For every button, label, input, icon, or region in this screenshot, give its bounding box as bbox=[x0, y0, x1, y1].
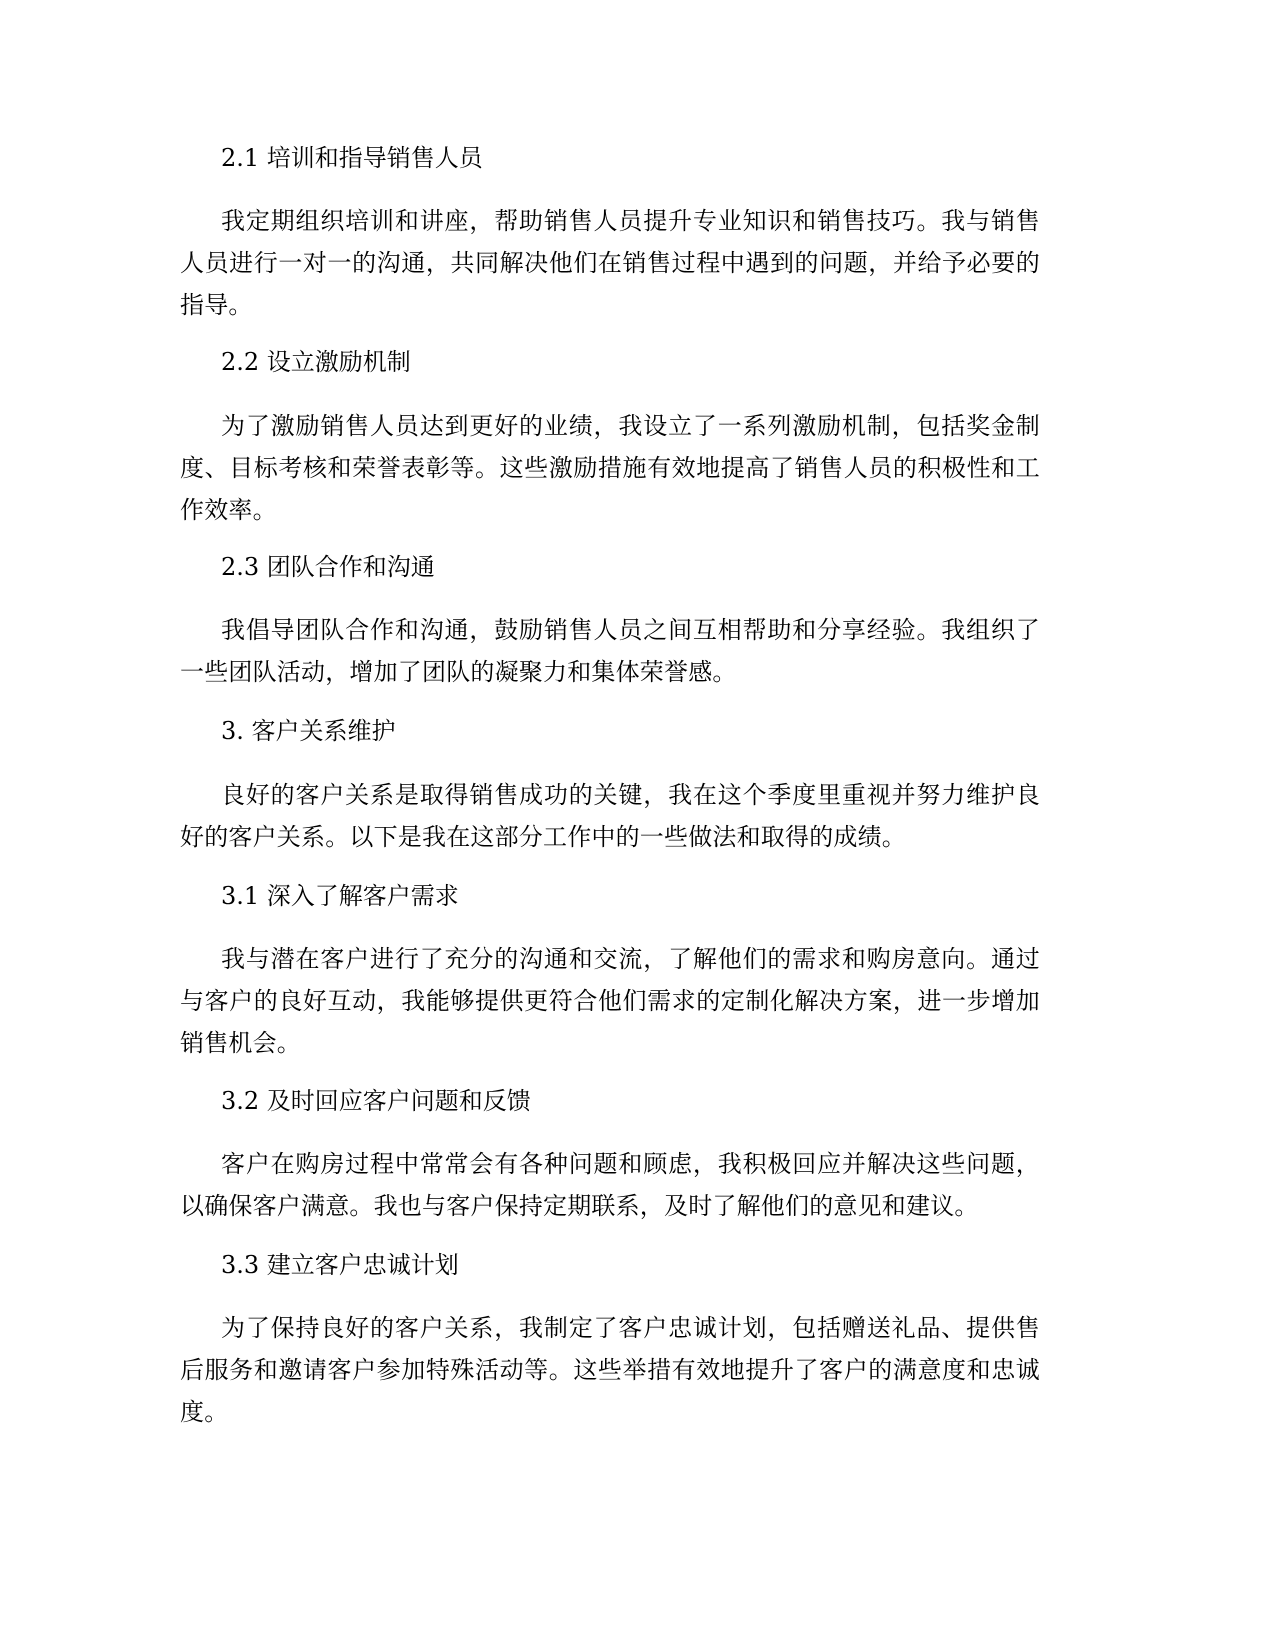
section-heading-3-1: 3.1 深入了解客户需求 bbox=[221, 882, 459, 910]
section-heading-2-3: 2.3 团队合作和沟通 bbox=[221, 553, 435, 581]
section-heading-3-3: 3.3 建立客户忠诚计划 bbox=[221, 1251, 459, 1279]
section-body-3-3: 为了保持良好的客户关系，我制定了客户忠诚计划，包括赠送礼品、提供售后服务和邀请客户参加特殊活动等。这些举措有效地提升了客户的满意度和忠诚度。 bbox=[180, 1314, 1040, 1426]
section-body-2-2: 为了激励销售人员达到更好的业绩，我设立了一系列激励机制，包括奖金制度、目标考核和荣誉表彰等。这些激励措施有效地提高了销售人员的积极性和工作效率。 bbox=[180, 412, 1040, 524]
section-heading-3-2: 3.2 及时回应客户问题和反馈 bbox=[221, 1087, 531, 1115]
section-body-3-1: 我与潜在客户进行了充分的沟通和交流，了解他们的需求和购房意向。通过与客户的良好互动，我能够提供更符合他们需求的定制化解决方案，进一步增加销售机会。 bbox=[180, 945, 1040, 1057]
section-heading-3: 3. 客户关系维护 bbox=[221, 717, 396, 745]
section-heading-2-2: 2.2 设立激励机制 bbox=[221, 348, 411, 376]
section-body-2-3: 我倡导团队合作和沟通，鼓励销售人员之间互相帮助和分享经验。我组织了一些团队活动，增加了团队的凝聚力和集体荣誉感。 bbox=[180, 616, 1040, 686]
section-body-3: 良好的客户关系是取得销售成功的关键，我在这个季度里重视并努力维护良好的客户关系。以下是我在这部分工作中的一些做法和取得的成绩。 bbox=[180, 781, 1040, 851]
section-body-2-1: 我定期组织培训和讲座，帮助销售人员提升专业知识和销售技巧。我与销售人员进行一对一的沟通，共同解决他们在销售过程中遇到的问题，并给予必要的指导。 bbox=[180, 207, 1040, 319]
section-body-3-2: 客户在购房过程中常常会有各种问题和顾虑，我积极回应并解决这些问题，以确保客户满意。我也与客户保持定期联系，及时了解他们的意见和建议。 bbox=[180, 1150, 1040, 1220]
section-heading-2-1: 2.1 培训和指导销售人员 bbox=[221, 144, 483, 172]
